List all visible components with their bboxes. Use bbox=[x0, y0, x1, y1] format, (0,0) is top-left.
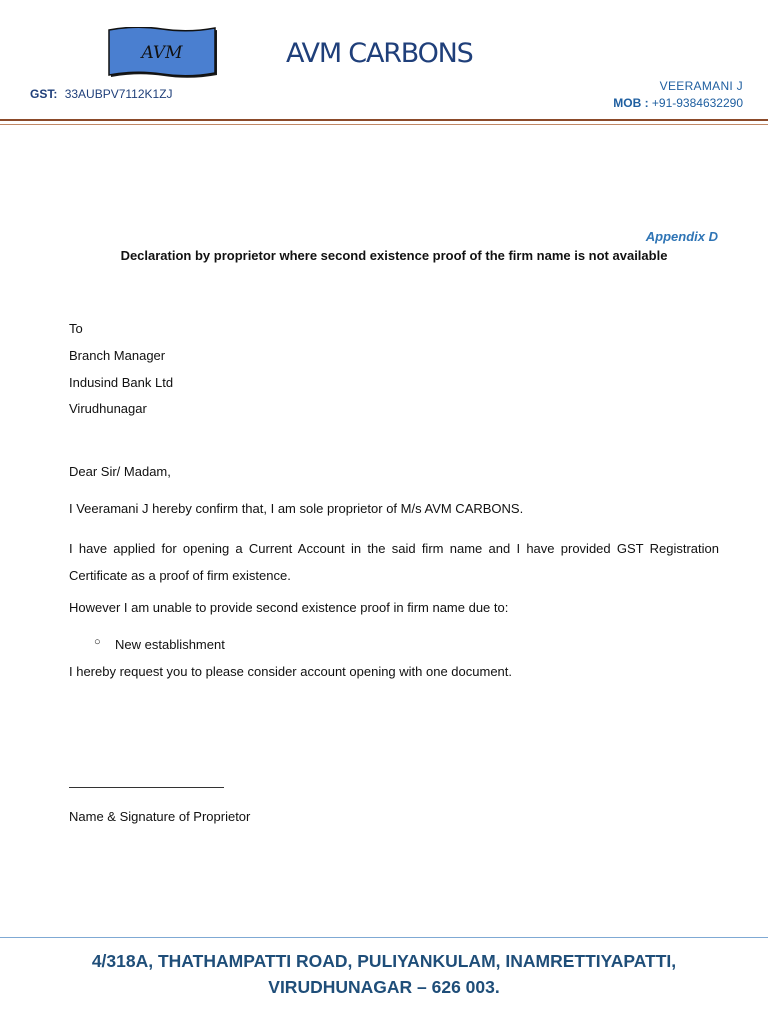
contact-name: VEERAMANI J bbox=[659, 79, 743, 93]
gst-block bbox=[30, 87, 173, 101]
header-rule-thin bbox=[0, 124, 768, 125]
mobile-label: MOB : bbox=[613, 96, 649, 110]
gst-number: 33AUBPV7112K1ZJ bbox=[64, 87, 173, 101]
paragraph-application: I have applied for opening a Current Account in the said firm name and I have provided GST Registration Certificate as a proof of firm existence. bbox=[69, 541, 719, 583]
signature-caption: Name & Signature of Proprietor bbox=[69, 809, 251, 824]
footer-address-line-2: VIRUDHUNAGAR – 626 003. bbox=[268, 977, 500, 997]
contact-block bbox=[613, 78, 743, 112]
footer-address-line-1: 4/318A, THATHAMPATTI ROAD, PULIYANKULAM, INAMRETTIYAPATTI, bbox=[91, 951, 677, 971]
bullet-icon: ○ bbox=[94, 636, 101, 648]
address-line-city: Virudhunagar bbox=[69, 401, 147, 416]
footer-rule bbox=[0, 937, 768, 938]
mobile-number: +91-9384632290 bbox=[651, 96, 743, 110]
paragraph-request: I hereby request you to please consider account opening with one document. bbox=[69, 664, 513, 679]
address-line-recipient: Branch Manager bbox=[69, 348, 166, 363]
logo-text: AVM bbox=[141, 43, 183, 63]
company-logo bbox=[108, 27, 220, 83]
address-line-to: To bbox=[69, 321, 83, 336]
address-line-bank: Indusind Bank Ltd bbox=[69, 375, 174, 390]
paragraph-confirmation: I Veeramani J hereby confirm that, I am sole proprietor of M/s AVM CARBONS. bbox=[69, 501, 524, 516]
footer-address bbox=[0, 948, 768, 1000]
appendix-label: Appendix D bbox=[645, 229, 718, 244]
company-name: AVM CARBONS bbox=[286, 38, 473, 69]
bullet-item: New establishment bbox=[115, 637, 225, 652]
gst-label: GST: bbox=[30, 87, 58, 101]
salutation: Dear Sir/ Madam, bbox=[69, 464, 171, 479]
document-title: Declaration by proprietor where second existence proof of the firm name is not available bbox=[120, 248, 668, 263]
header-rule bbox=[0, 119, 768, 121]
paragraph-inability: However I am unable to provide second existence proof in firm name due to: bbox=[69, 600, 509, 615]
signature-line bbox=[69, 787, 224, 788]
mobile-line bbox=[613, 95, 743, 112]
